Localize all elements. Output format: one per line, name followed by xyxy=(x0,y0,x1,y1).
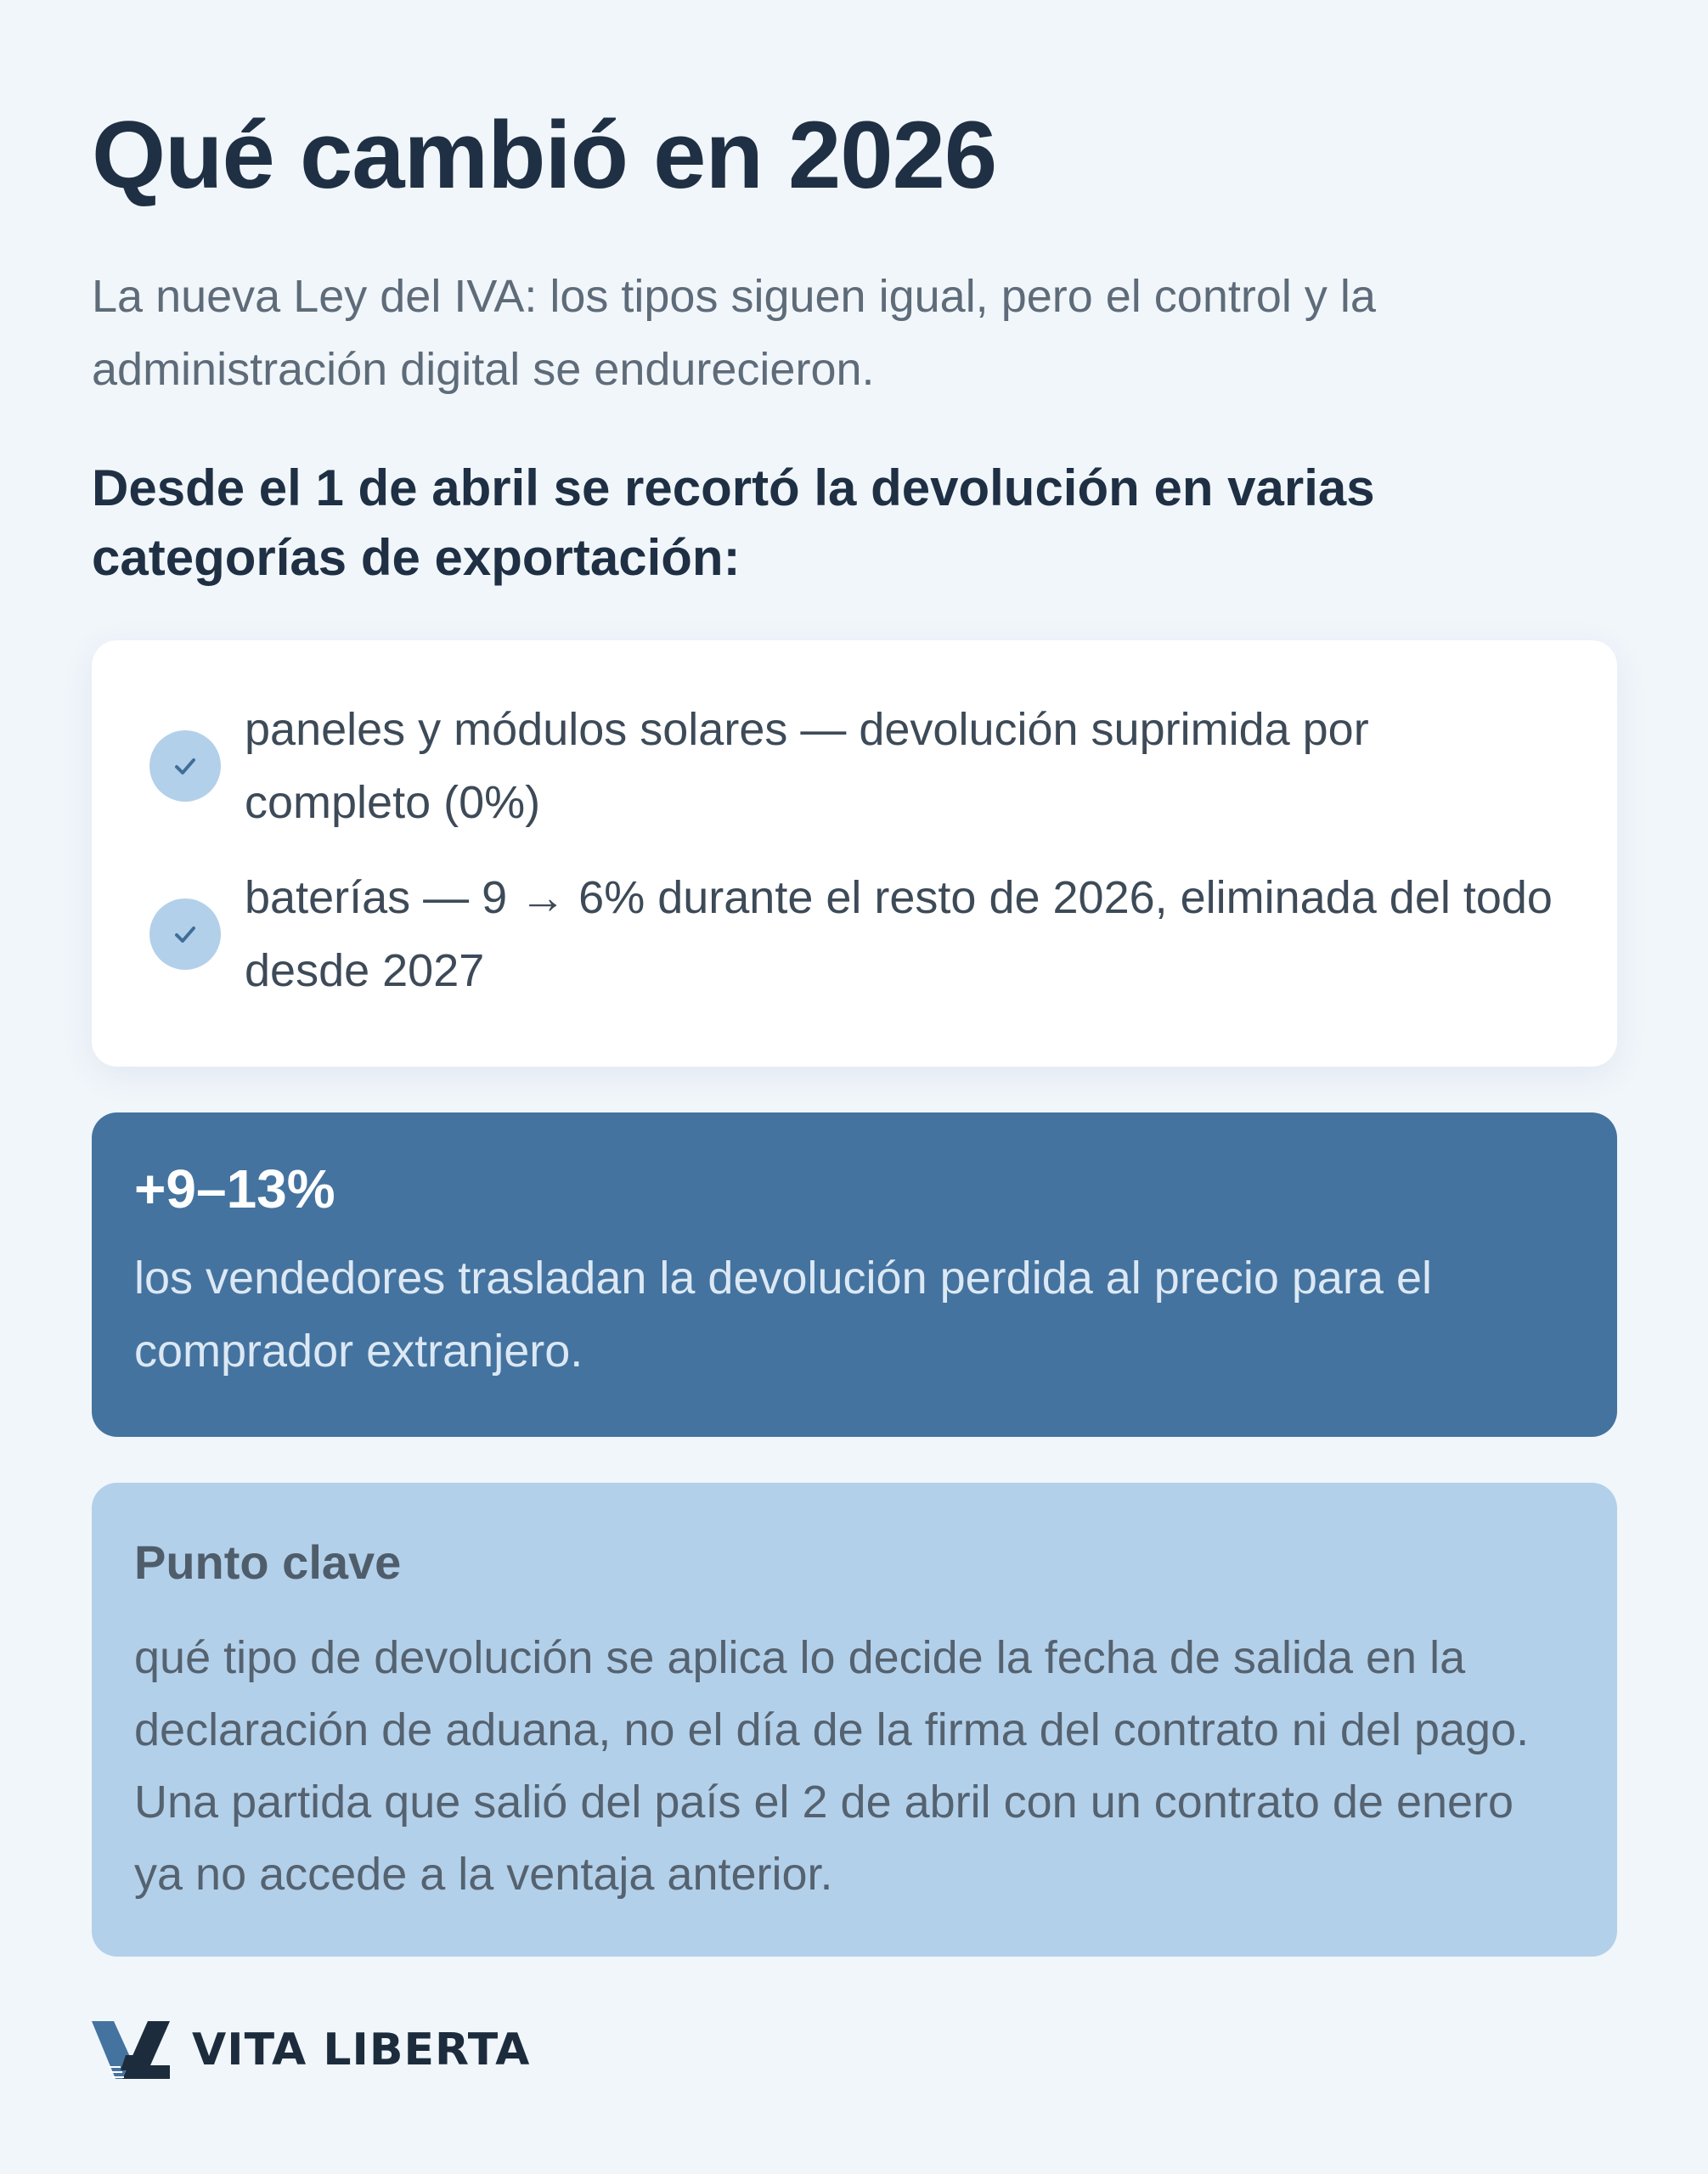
list-item xyxy=(149,861,1566,1007)
stat-card xyxy=(92,1112,1617,1437)
list-item-text: baterías — 9 → 6% durante el resto de 2026, eliminada del todo desde 2027 xyxy=(245,872,1553,996)
vita-liberta-logo-icon xyxy=(92,2021,170,2079)
key-point-text: qué tipo de devolución se aplica lo decide la fecha de salida en la declaración de aduana, no el día de la firma del contrato ni del pago. Una partida que salió del país el 2 de abril con un contrato de enero ya no accede a la ventaja anterior. xyxy=(134,1632,1530,1900)
list-item xyxy=(149,693,1566,839)
list-item-text: paneles y módulos solares — devolución suprimida por completo (0%) xyxy=(245,704,1369,828)
section-heading: Desde el 1 de abril se recortó la devolución en varias categorías de exportación: xyxy=(92,459,1375,586)
stat-value: +9–13% xyxy=(134,1158,335,1219)
page-subtitle: La nueva Ley del IVA: los tipos siguen igual, pero el control y la administración digital se endurecieron. xyxy=(92,271,1376,395)
key-point-title: Punto clave xyxy=(134,1535,402,1589)
stat-text: los vendedores trasladan la devolución perdida al precio para el comprador extranjero. xyxy=(134,1253,1432,1377)
check-icon xyxy=(149,730,221,802)
brand-name: VITA LIBERTA xyxy=(192,2025,531,2075)
check-icon xyxy=(149,898,221,970)
content xyxy=(92,100,1617,1957)
changes-card xyxy=(92,640,1617,1067)
brand xyxy=(92,2021,530,2079)
key-point-card xyxy=(92,1483,1617,1957)
page-title: Qué cambió en 2026 xyxy=(92,102,997,208)
